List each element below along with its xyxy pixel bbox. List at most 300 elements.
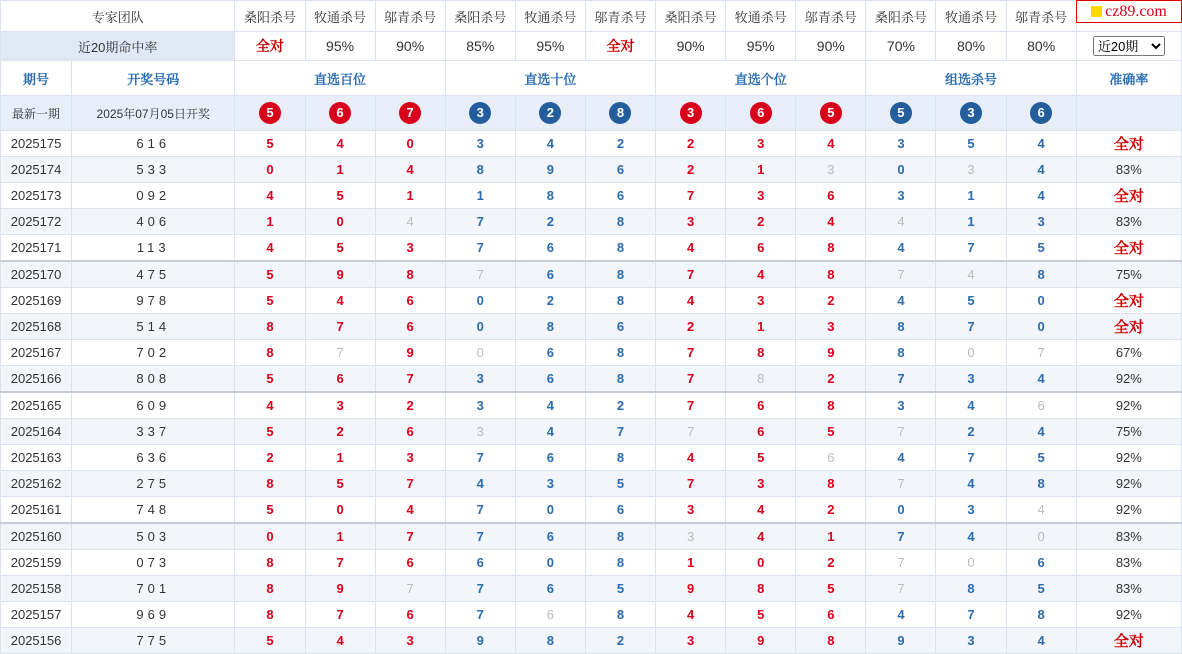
kill-number: 0 bbox=[515, 497, 585, 524]
kill-number: 4 bbox=[656, 235, 726, 262]
draw-number: 636 bbox=[72, 445, 235, 471]
kill-number: 5 bbox=[796, 419, 866, 445]
issue-number: 2025172 bbox=[1, 209, 72, 235]
issue-number: 2025157 bbox=[1, 602, 72, 628]
expert-name: 邬青杀号 bbox=[796, 1, 866, 32]
accuracy-value: 全对 bbox=[1076, 314, 1181, 340]
expert-header-row bbox=[1, 1, 1182, 32]
table-row bbox=[1, 157, 1182, 183]
period-select-cell bbox=[1076, 32, 1181, 61]
kill-number: 6 bbox=[796, 445, 866, 471]
kill-number: 3 bbox=[305, 392, 375, 419]
kill-number: 0 bbox=[866, 497, 936, 524]
kill-number: 4 bbox=[515, 419, 585, 445]
draw-number: 808 bbox=[72, 366, 235, 393]
table-row bbox=[1, 288, 1182, 314]
expert-name: 牧通杀号 bbox=[936, 1, 1006, 32]
accuracy-value: 75% bbox=[1076, 419, 1181, 445]
kill-number: 6 bbox=[796, 602, 866, 628]
kill-number: 4 bbox=[936, 471, 1006, 497]
kill-number: 4 bbox=[936, 261, 1006, 288]
kill-number: 9 bbox=[375, 340, 445, 366]
kill-number: 5 bbox=[1006, 235, 1076, 262]
kill-number: 0 bbox=[1006, 523, 1076, 550]
kill-number: 4 bbox=[1006, 157, 1076, 183]
latest-ball-cell bbox=[726, 96, 796, 131]
hit-rate: 90% bbox=[796, 32, 866, 61]
kill-number: 2 bbox=[796, 550, 866, 576]
kill-number: 6 bbox=[1006, 550, 1076, 576]
latest-ball-cell bbox=[305, 96, 375, 131]
draw-number: 775 bbox=[72, 628, 235, 654]
kill-number: 8 bbox=[796, 392, 866, 419]
kill-number: 4 bbox=[1006, 497, 1076, 524]
kill-number: 9 bbox=[445, 628, 515, 654]
kill-number: 8 bbox=[726, 576, 796, 602]
kill-number: 3 bbox=[656, 209, 726, 235]
kill-number: 1 bbox=[796, 523, 866, 550]
latest-ball: 6 bbox=[750, 102, 772, 124]
kill-number: 4 bbox=[796, 209, 866, 235]
kill-number: 1 bbox=[305, 523, 375, 550]
kill-number: 4 bbox=[1006, 183, 1076, 209]
issue-number: 2025156 bbox=[1, 628, 72, 654]
kill-number: 0 bbox=[726, 550, 796, 576]
hit-rate: 95% bbox=[305, 32, 375, 61]
kill-number: 9 bbox=[796, 340, 866, 366]
draw-number: 275 bbox=[72, 471, 235, 497]
kill-number: 0 bbox=[445, 340, 515, 366]
kill-number: 8 bbox=[585, 523, 655, 550]
table-row bbox=[1, 261, 1182, 288]
draw-number: 616 bbox=[72, 131, 235, 157]
kill-number: 6 bbox=[515, 445, 585, 471]
kill-number: 8 bbox=[515, 628, 585, 654]
kill-number: 3 bbox=[866, 131, 936, 157]
kill-number: 8 bbox=[1006, 261, 1076, 288]
kill-number: 4 bbox=[866, 288, 936, 314]
kill-number: 6 bbox=[515, 340, 585, 366]
kill-number: 8 bbox=[585, 209, 655, 235]
kill-number: 4 bbox=[796, 131, 866, 157]
kill-number: 9 bbox=[656, 576, 726, 602]
kill-number: 3 bbox=[445, 366, 515, 393]
kill-number: 7 bbox=[445, 497, 515, 524]
draw-number: 533 bbox=[72, 157, 235, 183]
accuracy-value: 全对 bbox=[1076, 628, 1181, 654]
table-row bbox=[1, 235, 1182, 262]
latest-ball-cell bbox=[1006, 96, 1076, 131]
kill-number: 8 bbox=[585, 602, 655, 628]
kill-number: 4 bbox=[866, 602, 936, 628]
issue-number: 2025160 bbox=[1, 523, 72, 550]
kill-number: 7 bbox=[445, 523, 515, 550]
kill-number: 5 bbox=[585, 576, 655, 602]
kill-number: 3 bbox=[796, 314, 866, 340]
table-row bbox=[1, 523, 1182, 550]
kill-number: 6 bbox=[445, 550, 515, 576]
accuracy-value: 83% bbox=[1076, 550, 1181, 576]
latest-ball: 5 bbox=[820, 102, 842, 124]
kill-number: 2 bbox=[515, 209, 585, 235]
table-row bbox=[1, 183, 1182, 209]
hit-rate: 95% bbox=[726, 32, 796, 61]
kill-number: 8 bbox=[1006, 602, 1076, 628]
kill-number: 4 bbox=[235, 183, 305, 209]
expert-name: 牧通杀号 bbox=[515, 1, 585, 32]
kill-number: 6 bbox=[515, 261, 585, 288]
kill-number: 2 bbox=[585, 628, 655, 654]
issue-number: 2025162 bbox=[1, 471, 72, 497]
expert-name: 邬青杀号 bbox=[375, 1, 445, 32]
issue-number: 2025163 bbox=[1, 445, 72, 471]
latest-ball-cell bbox=[585, 96, 655, 131]
kill-number: 6 bbox=[585, 497, 655, 524]
latest-ball-cell bbox=[936, 96, 1006, 131]
kill-number: 4 bbox=[1006, 131, 1076, 157]
kill-number: 4 bbox=[936, 392, 1006, 419]
issue-number: 2025164 bbox=[1, 419, 72, 445]
kill-number: 6 bbox=[726, 419, 796, 445]
logo-square-icon bbox=[1091, 6, 1102, 17]
issue-number: 2025159 bbox=[1, 550, 72, 576]
hit-rate: 全对 bbox=[235, 32, 305, 61]
draw-number: 748 bbox=[72, 497, 235, 524]
table-row bbox=[1, 445, 1182, 471]
kill-number: 2 bbox=[726, 209, 796, 235]
issue-number: 2025171 bbox=[1, 235, 72, 262]
kill-number: 0 bbox=[1006, 314, 1076, 340]
kill-number: 7 bbox=[656, 366, 726, 393]
accuracy-value: 75% bbox=[1076, 261, 1181, 288]
hit-rate: 90% bbox=[656, 32, 726, 61]
kill-number: 8 bbox=[235, 602, 305, 628]
expert-name: 桑阳杀号 bbox=[445, 1, 515, 32]
kill-number: 8 bbox=[375, 261, 445, 288]
draw-number: 503 bbox=[72, 523, 235, 550]
kill-number: 4 bbox=[305, 628, 375, 654]
group-header-hundreds: 直选百位 bbox=[235, 61, 445, 96]
kill-number: 0 bbox=[445, 288, 515, 314]
expert-name: 桑阳杀号 bbox=[866, 1, 936, 32]
kill-number: 8 bbox=[936, 576, 1006, 602]
accuracy-value: 92% bbox=[1076, 366, 1181, 393]
kill-number: 3 bbox=[936, 157, 1006, 183]
expert-name: 邬青杀号 bbox=[1006, 1, 1076, 32]
kill-number: 2 bbox=[305, 419, 375, 445]
draw-number: 113 bbox=[72, 235, 235, 262]
kill-number: 4 bbox=[445, 471, 515, 497]
kill-number: 3 bbox=[445, 131, 515, 157]
kill-number: 3 bbox=[866, 183, 936, 209]
kill-number: 5 bbox=[235, 131, 305, 157]
kill-number: 8 bbox=[585, 340, 655, 366]
kill-number: 0 bbox=[235, 523, 305, 550]
table-row bbox=[1, 602, 1182, 628]
kill-number: 7 bbox=[305, 340, 375, 366]
kill-number: 7 bbox=[656, 340, 726, 366]
accuracy-value: 83% bbox=[1076, 157, 1181, 183]
kill-number: 7 bbox=[375, 523, 445, 550]
kill-number: 7 bbox=[585, 419, 655, 445]
kill-number: 7 bbox=[656, 261, 726, 288]
latest-ball-cell bbox=[235, 96, 305, 131]
kill-number: 9 bbox=[515, 157, 585, 183]
kill-number: 9 bbox=[726, 628, 796, 654]
draw-number: 969 bbox=[72, 602, 235, 628]
table-row bbox=[1, 497, 1182, 524]
table-row bbox=[1, 576, 1182, 602]
kill-number: 6 bbox=[515, 366, 585, 393]
kill-number: 8 bbox=[585, 550, 655, 576]
draw-number: 337 bbox=[72, 419, 235, 445]
kill-number: 1 bbox=[445, 183, 515, 209]
kill-number: 5 bbox=[235, 628, 305, 654]
kill-number: 2 bbox=[585, 131, 655, 157]
draw-number: 978 bbox=[72, 288, 235, 314]
kill-number: 3 bbox=[796, 157, 866, 183]
kill-number: 6 bbox=[515, 523, 585, 550]
accuracy-value: 92% bbox=[1076, 602, 1181, 628]
kill-number: 8 bbox=[515, 183, 585, 209]
kill-number: 4 bbox=[1006, 419, 1076, 445]
accuracy-value: 67% bbox=[1076, 340, 1181, 366]
kill-number: 4 bbox=[656, 445, 726, 471]
kill-number: 7 bbox=[656, 419, 726, 445]
latest-ball-cell bbox=[656, 96, 726, 131]
kill-number: 6 bbox=[726, 392, 796, 419]
table-row bbox=[1, 550, 1182, 576]
kill-number: 8 bbox=[235, 576, 305, 602]
hit-rate: 95% bbox=[515, 32, 585, 61]
kill-number: 1 bbox=[305, 157, 375, 183]
kill-number: 5 bbox=[235, 261, 305, 288]
kill-number: 0 bbox=[1006, 288, 1076, 314]
kill-number: 4 bbox=[866, 445, 936, 471]
accuracy-value: 全对 bbox=[1076, 183, 1181, 209]
kill-number: 3 bbox=[375, 235, 445, 262]
draw-number: 609 bbox=[72, 392, 235, 419]
kill-number: 6 bbox=[726, 235, 796, 262]
accuracy-value: 全对 bbox=[1076, 288, 1181, 314]
kill-number: 7 bbox=[445, 602, 515, 628]
kill-number: 6 bbox=[375, 314, 445, 340]
kill-number: 1 bbox=[305, 445, 375, 471]
kill-number: 4 bbox=[1006, 628, 1076, 654]
kill-number: 7 bbox=[866, 471, 936, 497]
issue-number: 2025169 bbox=[1, 288, 72, 314]
kill-number: 3 bbox=[726, 471, 796, 497]
kill-number: 0 bbox=[445, 314, 515, 340]
hit-rate: 85% bbox=[445, 32, 515, 61]
kill-number: 5 bbox=[1006, 576, 1076, 602]
kill-number: 5 bbox=[235, 288, 305, 314]
kill-number: 3 bbox=[445, 419, 515, 445]
draw-number: 702 bbox=[72, 340, 235, 366]
accuracy-value: 全对 bbox=[1076, 235, 1181, 262]
kill-number: 8 bbox=[585, 261, 655, 288]
kill-number: 6 bbox=[375, 602, 445, 628]
accuracy-value: 83% bbox=[1076, 523, 1181, 550]
kill-number: 5 bbox=[726, 602, 796, 628]
issue-number: 2025158 bbox=[1, 576, 72, 602]
hit-rate: 90% bbox=[375, 32, 445, 61]
kill-number: 8 bbox=[866, 314, 936, 340]
kill-number: 3 bbox=[936, 628, 1006, 654]
latest-ball: 5 bbox=[259, 102, 281, 124]
kill-number: 6 bbox=[1006, 392, 1076, 419]
kill-number: 8 bbox=[726, 340, 796, 366]
issue-number: 2025174 bbox=[1, 157, 72, 183]
kill-number: 9 bbox=[305, 261, 375, 288]
site-logo[interactable] bbox=[1076, 0, 1182, 23]
kill-number: 3 bbox=[656, 628, 726, 654]
kill-number: 4 bbox=[305, 131, 375, 157]
kill-number: 0 bbox=[866, 157, 936, 183]
kill-number: 2 bbox=[656, 131, 726, 157]
kill-number: 7 bbox=[936, 235, 1006, 262]
accuracy-value: 83% bbox=[1076, 209, 1181, 235]
latest-ball: 5 bbox=[890, 102, 912, 124]
hit-rate-label: 近20期命中率 bbox=[1, 32, 235, 61]
kill-number: 5 bbox=[936, 131, 1006, 157]
kill-number: 8 bbox=[445, 157, 515, 183]
kill-number: 6 bbox=[375, 419, 445, 445]
kill-number: 8 bbox=[1006, 471, 1076, 497]
kill-number: 2 bbox=[656, 314, 726, 340]
kill-number: 8 bbox=[235, 550, 305, 576]
kill-number: 0 bbox=[375, 131, 445, 157]
kill-number: 1 bbox=[235, 209, 305, 235]
kill-number: 4 bbox=[656, 602, 726, 628]
kill-number: 3 bbox=[1006, 209, 1076, 235]
kill-number: 7 bbox=[656, 392, 726, 419]
hit-rate: 80% bbox=[936, 32, 1006, 61]
latest-ball: 3 bbox=[960, 102, 982, 124]
kill-number: 6 bbox=[585, 314, 655, 340]
kill-number: 0 bbox=[936, 340, 1006, 366]
draw-number: 701 bbox=[72, 576, 235, 602]
kill-number: 6 bbox=[305, 366, 375, 393]
kill-number: 5 bbox=[796, 576, 866, 602]
kill-number: 7 bbox=[656, 471, 726, 497]
kill-number: 3 bbox=[656, 523, 726, 550]
kill-number: 1 bbox=[936, 209, 1006, 235]
kill-number: 7 bbox=[445, 235, 515, 262]
accuracy-header: 准确率 bbox=[1076, 61, 1181, 96]
kill-number: 7 bbox=[375, 471, 445, 497]
kill-number: 7 bbox=[375, 576, 445, 602]
table-row bbox=[1, 419, 1182, 445]
latest-ball-cell bbox=[375, 96, 445, 131]
kill-number: 5 bbox=[305, 183, 375, 209]
kill-number: 8 bbox=[585, 445, 655, 471]
latest-label: 最新一期 bbox=[1, 96, 72, 131]
kill-number: 4 bbox=[866, 209, 936, 235]
hit-rate-row bbox=[1, 32, 1182, 61]
kill-number: 7 bbox=[305, 602, 375, 628]
kill-number: 0 bbox=[305, 209, 375, 235]
kill-number: 2 bbox=[796, 497, 866, 524]
column-header-row bbox=[1, 61, 1182, 96]
kill-number: 0 bbox=[515, 550, 585, 576]
kill-number: 7 bbox=[936, 602, 1006, 628]
kill-number: 3 bbox=[726, 131, 796, 157]
kill-number: 3 bbox=[375, 445, 445, 471]
kill-number: 0 bbox=[235, 157, 305, 183]
issue-number: 2025165 bbox=[1, 392, 72, 419]
issue-number: 2025173 bbox=[1, 183, 72, 209]
kill-number: 5 bbox=[936, 288, 1006, 314]
hit-rate: 80% bbox=[1006, 32, 1076, 61]
accuracy-value: 92% bbox=[1076, 392, 1181, 419]
kill-number: 6 bbox=[375, 550, 445, 576]
accuracy-value: 83% bbox=[1076, 576, 1181, 602]
kill-number: 7 bbox=[656, 183, 726, 209]
kill-number: 1 bbox=[936, 183, 1006, 209]
kill-number: 4 bbox=[726, 497, 796, 524]
latest-date: 2025年07月05日开奖 bbox=[72, 96, 235, 131]
kill-number: 7 bbox=[936, 314, 1006, 340]
kill-number: 4 bbox=[866, 235, 936, 262]
issue-number: 2025167 bbox=[1, 340, 72, 366]
kill-number: 3 bbox=[515, 471, 585, 497]
kill-number: 8 bbox=[235, 314, 305, 340]
kill-number: 6 bbox=[585, 157, 655, 183]
accuracy-value: 92% bbox=[1076, 471, 1181, 497]
kill-number: 7 bbox=[1006, 340, 1076, 366]
issue-header: 期号 bbox=[1, 61, 72, 96]
latest-ball: 6 bbox=[1030, 102, 1052, 124]
kill-number: 1 bbox=[726, 314, 796, 340]
kill-number: 7 bbox=[866, 550, 936, 576]
kill-number: 7 bbox=[445, 576, 515, 602]
kill-number: 4 bbox=[235, 392, 305, 419]
kill-number: 3 bbox=[936, 497, 1006, 524]
kill-number: 2 bbox=[235, 445, 305, 471]
kill-number: 7 bbox=[445, 209, 515, 235]
kill-number: 4 bbox=[515, 392, 585, 419]
group-header-tens: 直选十位 bbox=[445, 61, 655, 96]
hit-rate: 70% bbox=[866, 32, 936, 61]
kill-number: 6 bbox=[515, 602, 585, 628]
hit-rate: 全对 bbox=[585, 32, 655, 61]
kill-number: 6 bbox=[585, 183, 655, 209]
expert-name: 牧通杀号 bbox=[726, 1, 796, 32]
draw-number: 514 bbox=[72, 314, 235, 340]
kill-number: 3 bbox=[375, 628, 445, 654]
kill-number: 5 bbox=[585, 471, 655, 497]
kill-number: 3 bbox=[656, 497, 726, 524]
kill-number: 6 bbox=[515, 576, 585, 602]
kill-number: 7 bbox=[445, 445, 515, 471]
expert-name: 桑阳杀号 bbox=[235, 1, 305, 32]
kill-number: 7 bbox=[866, 523, 936, 550]
expert-name: 桑阳杀号 bbox=[656, 1, 726, 32]
kill-number: 7 bbox=[866, 366, 936, 393]
latest-row bbox=[1, 96, 1182, 131]
kill-number: 7 bbox=[375, 366, 445, 393]
kill-number: 2 bbox=[585, 392, 655, 419]
table-row bbox=[1, 131, 1182, 157]
kill-number: 4 bbox=[375, 209, 445, 235]
logo-text: cz89.com bbox=[1105, 2, 1167, 20]
kill-number: 5 bbox=[305, 471, 375, 497]
latest-ball-cell bbox=[796, 96, 866, 131]
kill-number: 8 bbox=[235, 471, 305, 497]
period-select[interactable] bbox=[1093, 36, 1165, 56]
kill-number: 5 bbox=[235, 497, 305, 524]
